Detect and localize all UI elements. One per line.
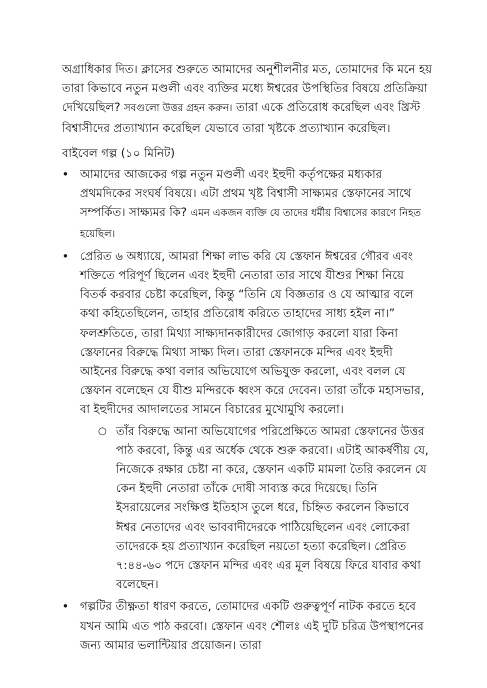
document-page — [62, 60, 432, 658]
list-item-text: আমাদের আজকের গল্প নতুন মণ্ডলী এবং ইহুদী কর্তৃপক্ষের মধ্যকার প্রথমদিকের সংঘর্ষ বিষয়ে। এটা প্রথম খৃষ্ট বিশ্বাসী সাক্ষ্যমর স্তেফানের সাথে সম্পর্কিত। সাক্ষ্যমর কি? — [80, 167, 412, 220]
list-item-text: প্রেরিত ৬ অধ্যায়ে, আমরা শিক্ষা লাভ করি যে স্তেফান ঈশ্বরের গৌরব এবং শক্তিতে পরিপূর্ণ ছিলেন এবং ইহুদী নেতারা তার সাথে যীশুর শিক্ষা নিয়ে বিতর্ক করবার চেষ্টা করেছিল, কিন্তু “তিনি যে বিজ্ঞতার ও যে আত্মার বলে কথা কহিতেছিলেন, তাহার প্রতিরোধ করিতে তাহাদের সাধ্য হইল না।” ফলশ্রুতিতে, তারা মিথ্যা সাক্ষ্যদানকারীদের জোগাড় করলো যারা কিনা স্তেফানের বিরুদ্ধে মিথ্যা সাক্ষ্য দিল। তারা স্তেফানকে মন্দির এবং ইহুদী আইনের বিরুদ্ধে কথা বলার অভিযোগে অভিযুক্ত করলো, এবং বলল যে স্তেফান বলেছেন যে যীশু মন্দিরকে ধ্বংস করে দেবেন। তারা তাঁকে মহাসভার, বা ইহুদীদের আদালতের সামনে বিচারের মুখোমুখি করলো। — [80, 248, 425, 417]
teacher-note: এমন একজন ব্যক্তি যে তাদের ধর্মীয় বিশ্বাসের কারণে নিহত হয়েছিল। — [80, 208, 421, 240]
section-heading: বাইবেল গল্প (১০ মিনিট) — [62, 145, 175, 160]
list-item — [62, 165, 432, 244]
sub-list-item-text: তাঁর বিরুদ্ধে আনা অভিযোগের পরিপ্রেক্ষিতে আমরা স্তেফানের উত্তর পাঠ করবো, কিন্তু এর অর্ধেক থেকে শুরু করবো। এটাই আকর্ষণীয় যে, নিজেকে রক্ষার চেষ্টা না করে, স্তেফান একটি মামলা তৈরি করলেন যে কেন ইহুদী নেতারা তাঁকে দোষী সাব্যস্ত করে দিয়েছে। তিনি ইসরায়েলের সংক্ষিপ্ত ইতিহাস তুলে ধরে, চিহ্নিত করলেন কিভাবে ঈশ্বর নেতাদের এবং ভাববাদীদেরকে পাঠিয়েছিলেন এবং লোকেরা তাদেরকে হয় প্রত্যাখ্যান করেছিল নয়তো হত্যা করেছিল। প্রেরিত ৭:৪৪-৬০ পদে স্তেফান মন্দির এবং এর মূল বিষয়ে ফিরে যাবার কথা বলেছেন। — [116, 423, 429, 592]
bullet-icon: • — [62, 599, 69, 614]
sub-bullet-icon: ○ — [98, 425, 107, 437]
bullet-icon: • — [62, 248, 69, 263]
list-item — [62, 247, 432, 595]
bullet-list — [62, 165, 432, 655]
list-item — [62, 597, 432, 655]
list-item-text: গল্পটির তীক্ষ্ণতা ধারণ করতে, তোমাদের একটি গুরুত্বপূর্ণ নাটক করতে হবে যখন আমি এত পাঠ করবো। স্তেফান এবং শৌলঃ এই দুটি চরিত্র উপস্থাপনের জন্য আমার ভলান্টিয়ার প্রয়োজন। তারা — [80, 599, 424, 652]
intro-paragraph — [62, 60, 432, 138]
bullet-icon: • — [62, 167, 69, 182]
sub-list-item — [80, 422, 432, 595]
intro-text-2: তারা একে প্রতিরোধ করেছিল এবং খ্রিস্ট বিশ্বাসীদের প্রত্যাখ্যান করেছিল যেভাবে তারা খৃষ্টকে প্রত্যাখ্যান করেছিল। — [62, 100, 421, 135]
intro-text: অগ্রাধিকার দিত। ক্লাসের শুরুতে আমাদের অনুশীলনীর মত, তোমাদের কি মনে হয় তারা কিভাবে নতুন মণ্ডলী এবং ব্যক্তির মধ্যে ঈশ্বরের উপস্থিতির বিষয়ে প্রতিক্রিয়া দেখিয়েছিল? — [62, 62, 432, 115]
teacher-note: সবগুলো উত্তর গ্রহন করুন। — [124, 103, 233, 115]
sub-bullet-list — [80, 422, 432, 595]
